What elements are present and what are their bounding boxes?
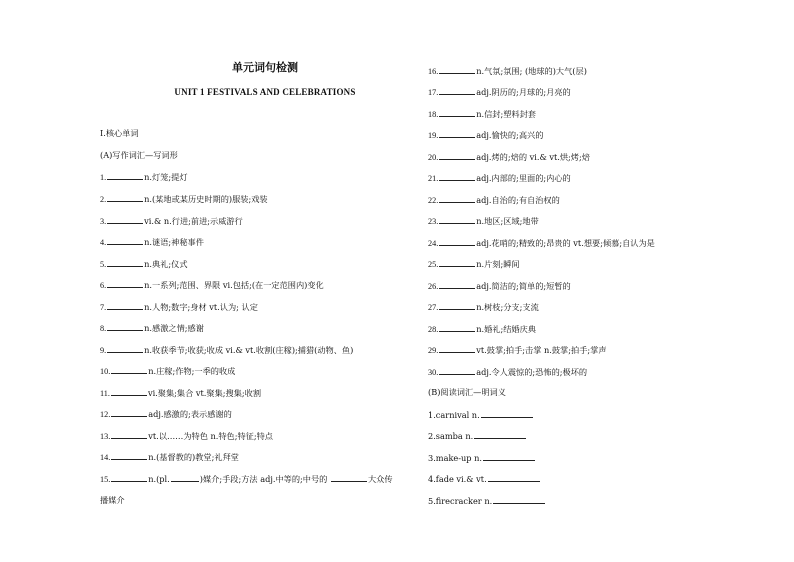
page-title: 单元词句检测: [232, 61, 298, 74]
vocab-item: 14. n.(基督教的)教堂;礼拜堂: [100, 452, 239, 462]
vocab-item: 11. vi.聚集;集合 vt.聚集;搜集;收割: [100, 388, 262, 398]
answer-blank[interactable]: [439, 108, 475, 117]
answer-blank[interactable]: [107, 301, 143, 310]
answer-blank[interactable]: [111, 430, 147, 439]
vocab-item: 7. n.人物;数字;身材 vt.认为; 认定: [100, 302, 258, 312]
answer-blank[interactable]: [111, 365, 147, 374]
vocab-item: 16. n.气氛;氛围; (地球的)大气(层): [428, 66, 587, 76]
vocab-item: 24. adj.花哨的;精致的;昂贵的 vt.想要;倾慕;自认为是: [428, 238, 655, 248]
answer-blank[interactable]: [111, 451, 147, 460]
vocab-item: 23. n.地区;区域;地带: [428, 216, 539, 226]
vocab-item: 18. n.信封;塑料封套: [428, 109, 536, 119]
vocab-item: 1. n.灯笼;提灯: [100, 172, 188, 182]
answer-blank[interactable]: [439, 258, 475, 267]
answer-blank[interactable]: [439, 237, 475, 246]
reading-item: 4.fade vi.& vt.: [428, 473, 541, 485]
answer-blank[interactable]: [439, 280, 475, 289]
vocab-item: 30. adj.令人震惊的;恐怖的;极坏的: [428, 367, 588, 377]
plural-blank[interactable]: [171, 473, 199, 482]
vocab-item: 9. n.收获季节;收获;收成 vi.& vt.收割(庄稼);捕猎(动物、鱼): [100, 345, 354, 355]
part-b-heading: (B)阅读词汇—明词义: [428, 387, 506, 397]
vocab-item: 19. adj.愉快的;高兴的: [428, 130, 544, 140]
answer-blank[interactable]: [107, 171, 143, 180]
reading-item: 2.samba n.: [428, 430, 527, 442]
meaning-blank[interactable]: [483, 452, 535, 461]
vocab-item: 25. n.片刻;瞬间: [428, 259, 520, 269]
vocab-item: 12. adj.感激的;表示感谢的: [100, 409, 232, 419]
vocab-item: 10. n.庄稼;作物;一季的收成: [100, 366, 236, 376]
answer-blank[interactable]: [439, 151, 475, 160]
meaning-blank[interactable]: [493, 495, 545, 504]
vocab-item-continuation: 播媒介: [100, 495, 125, 505]
answer-blank[interactable]: [107, 258, 143, 267]
answer-blank[interactable]: [439, 129, 475, 138]
vocab-item: 29. vt.鼓掌;拍手;击掌 n.鼓掌;拍手;掌声: [428, 345, 607, 355]
answer-blank[interactable]: [107, 279, 143, 288]
answer-blank[interactable]: [439, 194, 475, 203]
vocab-item: 4. n.谜语;神秘事件: [100, 237, 204, 247]
vocab-item: 15. n.(pl. )媒介;手段;方法 adj.中等的;中号的 大众传: [100, 474, 393, 484]
answer-blank[interactable]: [107, 344, 143, 353]
vocab-item: 6. n.一系列;范围、界限 vi.包括;(在一定范围内)变化: [100, 280, 324, 290]
answer-blank[interactable]: [439, 215, 475, 224]
answer-blank[interactable]: [111, 387, 147, 396]
answer-blank[interactable]: [107, 236, 143, 245]
answer-blank[interactable]: [111, 473, 147, 482]
answer-blank[interactable]: [439, 86, 475, 95]
vocab-item: 28. n.婚礼;结婚庆典: [428, 324, 536, 334]
meaning-blank[interactable]: [481, 409, 533, 418]
answer-blank[interactable]: [107, 322, 143, 331]
reading-item: 3.make-up n.: [428, 452, 536, 464]
unit-subtitle: UNIT 1 FESTIVALS AND CELEBRATIONS: [174, 87, 356, 97]
answer-blank[interactable]: [439, 301, 475, 310]
vocab-item: 2. n.(某地或某历史时期的)服装;戏装: [100, 194, 268, 204]
meaning-blank[interactable]: [474, 430, 526, 439]
answer-blank[interactable]: [439, 172, 475, 181]
answer-blank[interactable]: [107, 215, 143, 224]
vocab-item: 8. n.感激之情;感谢: [100, 323, 204, 333]
part-a-heading: (A)写作词汇—写词形: [100, 150, 178, 160]
vocab-item: 20. adj.烤的;焙的 vi.& vt.烘;烤;焙: [428, 152, 590, 162]
vocab-item: 13. vt.以……为特色 n.特色;特征;特点: [100, 431, 273, 441]
answer-blank[interactable]: [439, 344, 475, 353]
vocab-item: 26. adj.简洁的;简单的;短暂的: [428, 281, 571, 291]
vocab-item: 17. adj.阴历的;月球的;月亮的: [428, 87, 571, 97]
vocab-item: 27. n.树枝;分支;支流: [428, 302, 539, 312]
answer-blank[interactable]: [107, 193, 143, 202]
phrase-blank[interactable]: [331, 473, 367, 482]
reading-item: 1.carnival n.: [428, 409, 534, 421]
answer-blank[interactable]: [111, 408, 147, 417]
reading-item: 5.firecracker n.: [428, 495, 546, 507]
answer-blank[interactable]: [439, 323, 475, 332]
vocab-item: 22. adj.自治的;有自治权的: [428, 195, 560, 205]
answer-blank[interactable]: [439, 366, 475, 375]
vocab-item: 5. n.典礼;仪式: [100, 259, 188, 269]
meaning-blank[interactable]: [488, 473, 540, 482]
vocab-item: 3. vi.& n.行进;前进;示威游行: [100, 216, 243, 226]
section-heading: Ⅰ.核心单词: [100, 128, 139, 138]
vocab-item: 21. adj.内部的;里面的;内心的: [428, 173, 571, 183]
answer-blank[interactable]: [439, 65, 475, 74]
